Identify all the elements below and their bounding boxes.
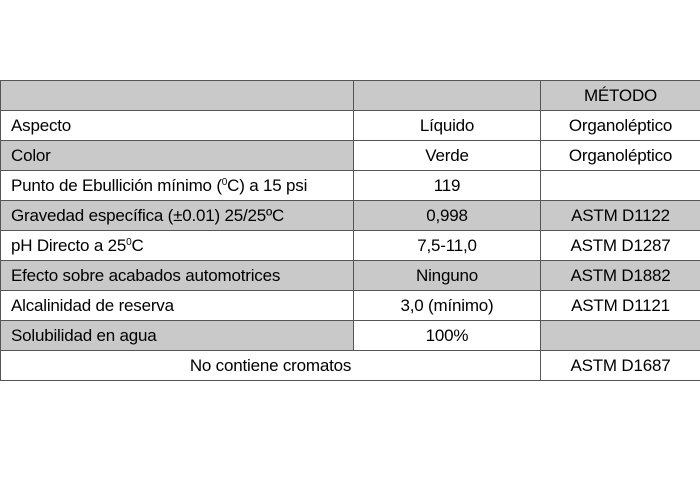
property-text: Punto de Ebullición mínimo (: [11, 175, 222, 195]
table-footer-row: [1, 351, 700, 381]
property-text: C) a 15 psi: [227, 175, 308, 195]
method-cell: Organoléptico: [541, 111, 700, 141]
method-cell: [541, 171, 700, 201]
method-cell: ASTM D1287: [541, 231, 700, 261]
footer-method: ASTM D1687: [541, 351, 700, 381]
table-row: [1, 141, 700, 171]
value-cell: 0,998: [354, 201, 541, 231]
table-row: [1, 321, 700, 351]
property-cell: Aspecto: [1, 111, 354, 141]
property-cell: Color: [1, 141, 354, 171]
method-cell: ASTM D1122: [541, 201, 700, 231]
method-cell: ASTM D1121: [541, 291, 700, 321]
table-row: [1, 261, 700, 291]
property-cell: Alcalinidad de reserva: [1, 291, 354, 321]
header-property: [1, 81, 354, 111]
table-row: [1, 171, 700, 201]
header-value: [354, 81, 541, 111]
method-cell: ASTM D1882: [541, 261, 700, 291]
property-cell: [1, 231, 354, 261]
value-cell: 3,0 (mínimo): [354, 291, 541, 321]
property-cell: Efecto sobre acabados automotrices: [1, 261, 354, 291]
value-cell: Verde: [354, 141, 541, 171]
property-text: pH Directo a 25: [11, 235, 127, 255]
method-cell: Organoléptico: [541, 141, 700, 171]
value-cell: 7,5-11,0: [354, 231, 541, 261]
table-row: [1, 231, 700, 261]
specifications-table: [0, 80, 700, 381]
degree-superscript: 0: [126, 236, 132, 248]
table-row: [1, 201, 700, 231]
property-cell: [1, 171, 354, 201]
method-cell: [541, 321, 700, 351]
property-cell: Solubilidad en agua: [1, 321, 354, 351]
value-cell: Ninguno: [354, 261, 541, 291]
property-text: C: [131, 235, 144, 255]
table-row: [1, 291, 700, 321]
degree-superscript: 0: [221, 176, 228, 188]
value-cell: 100%: [354, 321, 541, 351]
property-cell: Gravedad específica (±0.01) 25/25ºC: [1, 201, 354, 231]
table-header-row: [1, 81, 700, 111]
value-cell: 119: [354, 171, 541, 201]
value-cell: Líquido: [354, 111, 541, 141]
table-row: [1, 111, 700, 141]
footer-note: No contiene cromatos: [1, 351, 541, 381]
header-method: MÉTODO: [541, 81, 700, 111]
